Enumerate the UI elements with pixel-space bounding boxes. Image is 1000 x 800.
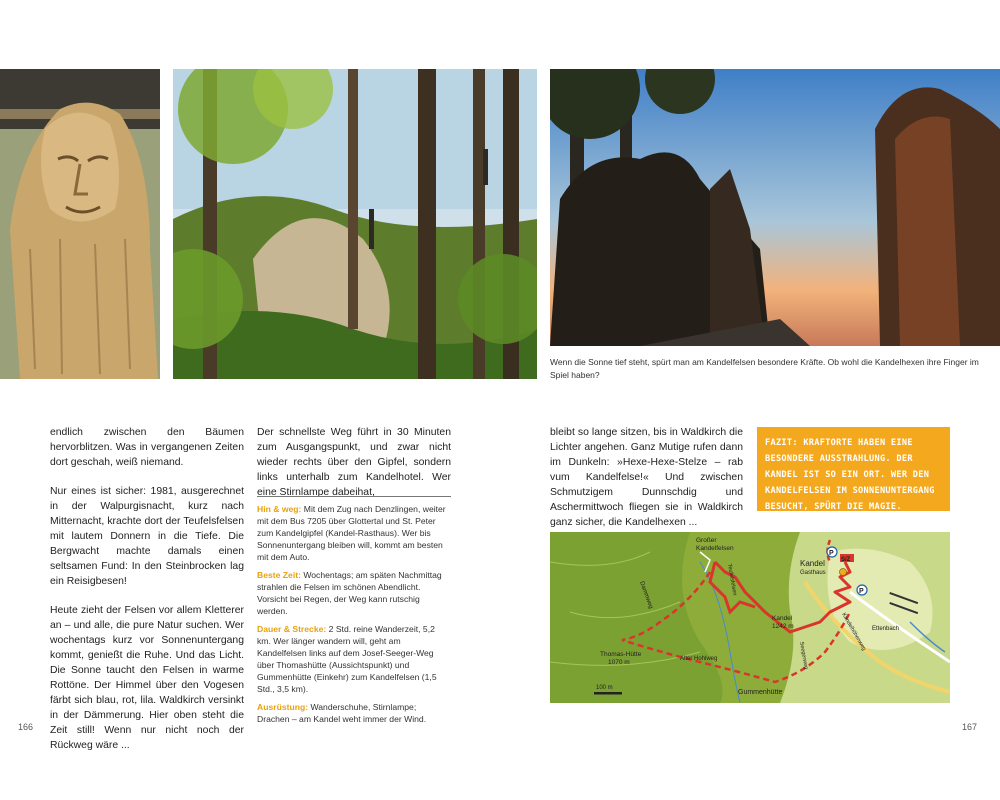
map-label-thomas-height: 1070 m	[608, 659, 630, 666]
page-number-right: 167	[962, 722, 978, 732]
page-number-left: 166	[18, 722, 34, 732]
map-label-höhenweg: Kandelhöhenweg	[840, 612, 867, 652]
map-label-gasthaus: Gasthaus	[800, 570, 826, 576]
photo-caption	[550, 356, 990, 382]
map-label-damm: Dammweg	[638, 580, 654, 610]
info-box	[257, 496, 451, 731]
map-label-kandel-height: 1242 m	[772, 623, 794, 630]
info-item-time	[257, 569, 451, 617]
info-item-travel	[257, 503, 451, 563]
map-scale-label: 100 m	[596, 685, 613, 691]
info-text-time: Wochentags; am späten Nachmittag strahlen die Felsen im schönen Abendlicht. Vorsicht bei Regen, der Weg kann rutschig werden.	[257, 570, 442, 616]
map-label-gummen: Gummenhütte	[738, 689, 783, 696]
info-item-equipment	[257, 701, 451, 725]
right-paragraph-1: bleibt so lange sitzen, bis in Waldkirch die Lichter angehen. Ganz Mutige rufen dann im Dunkeln: »Hexe-Hexe-Stelze – rab vum Kandelfelse!« Und zwischen Schmutzigem Dunnschdig und Aschermittwoch fliegen sie in Waldkirch ganz sicher, die Kandelhexen ...	[550, 427, 743, 528]
map-parking-1: P	[829, 550, 834, 557]
map-parking-2: P	[859, 588, 864, 595]
left-paragraph-1: endlich zwischen den Bäumen hervorblitzen. Was in vergangenen Zeiten dort geschah, weiß niemand.	[50, 427, 244, 468]
left-paragraph-2: Nur eines ist sicher: 1981, ausgerechnet in der Walpurgisnacht, kurz nach Mitternacht, krachte dort der Teufelsfelsen mit lautem Donnern in die Tiefe. Die Bergwacht machte damals einen seltsamen Fund: In den Steinbrocken lag ein Reisigbesen!	[50, 486, 244, 587]
map-label-teufels: Teufelsfelsen	[726, 563, 738, 596]
info-text-duration: 2 Std. reine Wanderzeit, 5,2 km. Wer länger wandern will, geht am Kandelfelsen links auf dem Josef-Seeger-Weg über Thomashütte (Aussichtspunkt) und Gummenhütte (Einkehr) zum Kandelfelsen (1,5 Std., 3,5 km).	[257, 624, 437, 694]
info-text-travel: Mit dem Zug nach Denzlingen, weiter mit dem Bus 7205 über Glottertal und St. Peter zum Kandelgipfel (Kandel-Rasthaus). Wer bis Sonnenuntergang bleiben will, kommt am besten mit dem Auto.	[257, 504, 446, 562]
map-label-kandel: Kandel	[800, 559, 825, 568]
fazit-box	[757, 427, 950, 511]
info-divider	[257, 496, 451, 497]
left-paragraph-3: Heute zieht der Felsen vor allem Kletterer an – und alle, die pure Natur suchen. Wer wochentags kurz vor Sonnenuntergang kommt, genießt die Ruhe. Und das Licht. Die Sonne taucht den Felsen in warme Rottöne. Der Himmel über den Vogesen färbt sich blau, rot, lila. Waldkirch versinkt in der Dämmerung. Hier oben steht die Zeit still! Wenn nur nicht noch der Rückweg wäre ...	[50, 605, 244, 751]
info-head-equipment: Ausrüstung:	[257, 702, 309, 712]
info-text-equipment: Wanderschuhe, Stirnlampe; Drachen – am Kandel weht immer der Wind.	[257, 702, 427, 724]
middle-paragraph-1: Der schnellste Weg führt in 30 Minuten zum Ausgangspunkt, und zwar nicht wieder rechts über den Gipfel, sondern links unterhalb zum Kandelhotel. Wer eine Stirnlampe dabeihat,	[257, 427, 451, 498]
map-label-alter: Alter Hohlweg	[680, 656, 718, 662]
fazit-text: FAZIT: KRAFTORTE HABEN EINE BESONDERE AUSSTRAHLUNG. DER KANDEL IST SO EIN ORT. WER DEN KANDELFELSEN IM SONNENUNTERGANG BESUCHT, SPÜRT DIE MAGIE.	[765, 438, 935, 512]
map-label-kandelfelsen: Kandelfelsen	[696, 545, 734, 552]
map-label-seeger: Seegerweg	[798, 641, 809, 670]
photo-wood-carving	[0, 69, 160, 379]
map-label-kandel-peak: Kandel	[772, 615, 793, 622]
photo-forest-hikers	[173, 69, 537, 379]
left-text-column	[50, 425, 244, 767]
caption-line-1: Wenn die Sonne tief steht, spürt man am Kandelfelsen besondere Kräfte. Ob wohl die Kandelhexen ihre Finger im	[550, 357, 979, 367]
map-start-marker: S/Z	[841, 557, 851, 563]
info-item-duration	[257, 623, 451, 695]
map-label-ettenbach: Ettenbach	[872, 626, 900, 632]
info-head-time: Beste Zeit:	[257, 570, 301, 580]
route-map	[550, 532, 950, 703]
info-head-duration: Dauer & Strecke:	[257, 624, 327, 634]
photo-sunset-rocks	[550, 69, 1000, 346]
right-text-column	[550, 425, 743, 544]
map-label-thomas: Thomas-Hütte	[600, 651, 642, 658]
map-label-grosser: Großer	[696, 537, 717, 544]
info-head-travel: Hin & weg:	[257, 504, 302, 514]
caption-line-2: Spiel haben?	[550, 370, 600, 380]
